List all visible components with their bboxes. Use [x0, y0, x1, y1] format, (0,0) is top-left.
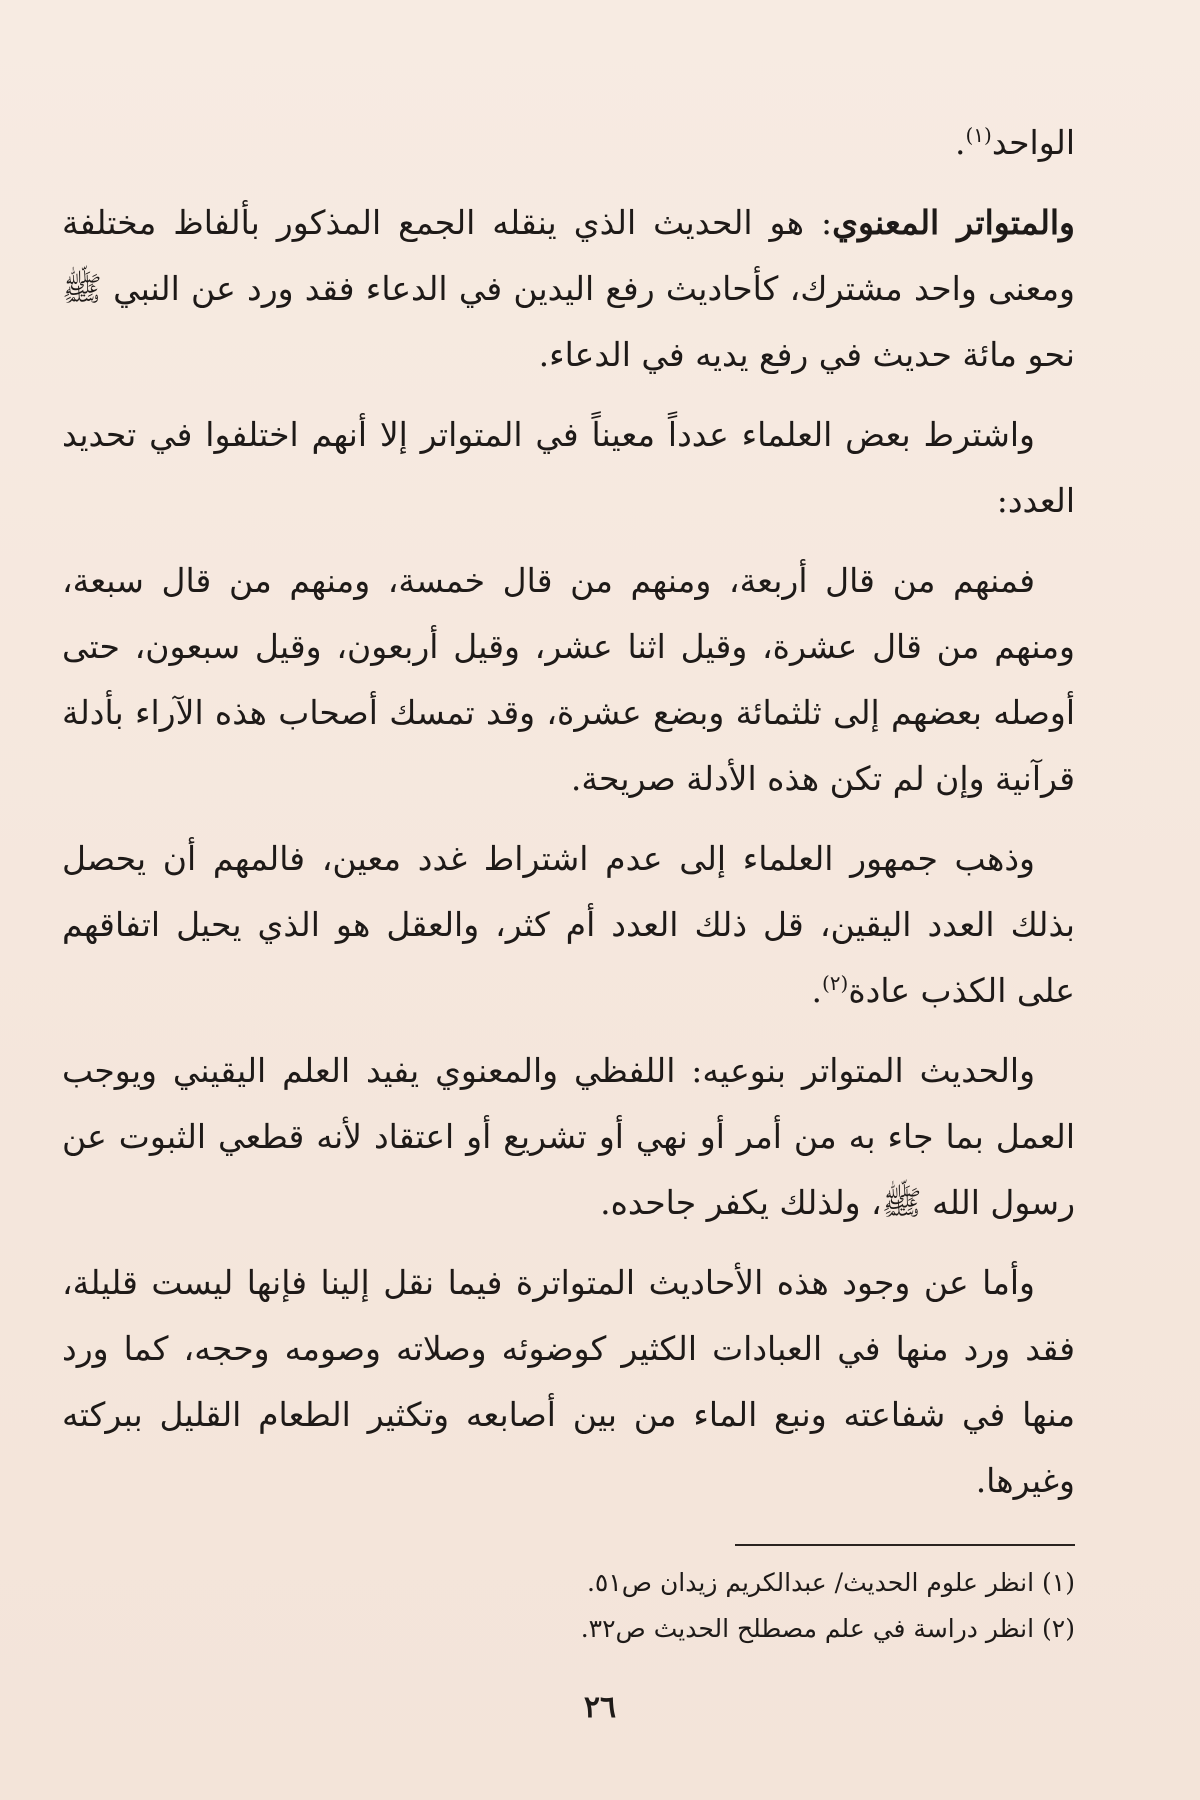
paragraph-5-tail: . [811, 971, 822, 1010]
footnotes [62, 1560, 1075, 1652]
page-number: ٢٦ [583, 1690, 617, 1725]
paragraph-1-text: الواحد [991, 123, 1075, 162]
paragraph-3: واشترط بعض العلماء عدداً معيناً في المتواتر إلا أنهم اختلفوا في تحديد العدد: [62, 415, 1075, 520]
paragraph-6: والحديث المتواتر بنوعيه: اللفظي والمعنوي يفيد العلم اليقيني ويوجب العمل بما جاء به من أمر أو نهي أو تشريع أو اعتقاد لأنه قطعي الثبوت عن رسول الله ﷺ، ولذلك يكفر جاحده. [62, 1051, 1075, 1222]
paragraph-5-text: وذهب جمهور العلماء إلى عدم اشتراط غدد معين، فالمهم أن يحصل بذلك العدد اليقين، قل ذلك العدد أم كثر، والعقل هو الذي يحيل اتفاقهم على الكذب عادة [62, 839, 1075, 1010]
footnote-1: (١) انظر علوم الحديث/ عبدالكريم زيدان ص٥١. [586, 1568, 1075, 1597]
footnote-ref-1: (١) [965, 123, 992, 147]
paragraph-7: وأما عن وجود هذه الأحاديث المتواترة فيما نقل إلينا فإنها ليست قليلة، فقد ورد منها في العبادات الكثير كوضوئه وصلاته وصومه وحجه، كما ورد منها في شفاعته ونبع الماء من بين أصابعه وتكثير الطعام القليل ببركته وغيرها. [62, 1263, 1075, 1500]
footnote-2: (٢) انظر دراسة في علم مصطلح الحديث ص٣٢. [580, 1614, 1075, 1643]
paragraph-5 [62, 826, 1075, 1024]
footnote-ref-2: (٢) [821, 971, 849, 995]
paragraph-2-text: : هو الحديث الذي ينقله الجمع المذكور بألفاظ مختلفة ومعنى واحد مشترك، كأحاديث رفع اليدين في الدعاء فقد ورد عن النبي ﷺ نحو مائة حديث في رفع يديه في الدعاء. [62, 203, 1075, 374]
paragraph-2 [62, 190, 1075, 388]
footnote-divider [735, 1544, 1075, 1546]
main-text [62, 110, 1075, 1514]
paragraph-1-tail: . [954, 123, 966, 162]
paragraph-4: فمنهم من قال أربعة، ومنهم من قال خمسة، ومنهم من قال سبعة، ومنهم من قال عشرة، وقيل اثنا عشر، وقيل أربعون، وقيل سبعون، حتى أوصله بعضهم إلى ثلثمائة وبضع عشرة، وقد تمسك أصحاب هذه الآراء بأدلة قرآنية وإن لم تكن هذه الأدلة صريحة. [62, 561, 1075, 798]
term-heading: والمتواتر المعنوي [832, 203, 1075, 242]
paragraph-1 [62, 110, 1075, 176]
